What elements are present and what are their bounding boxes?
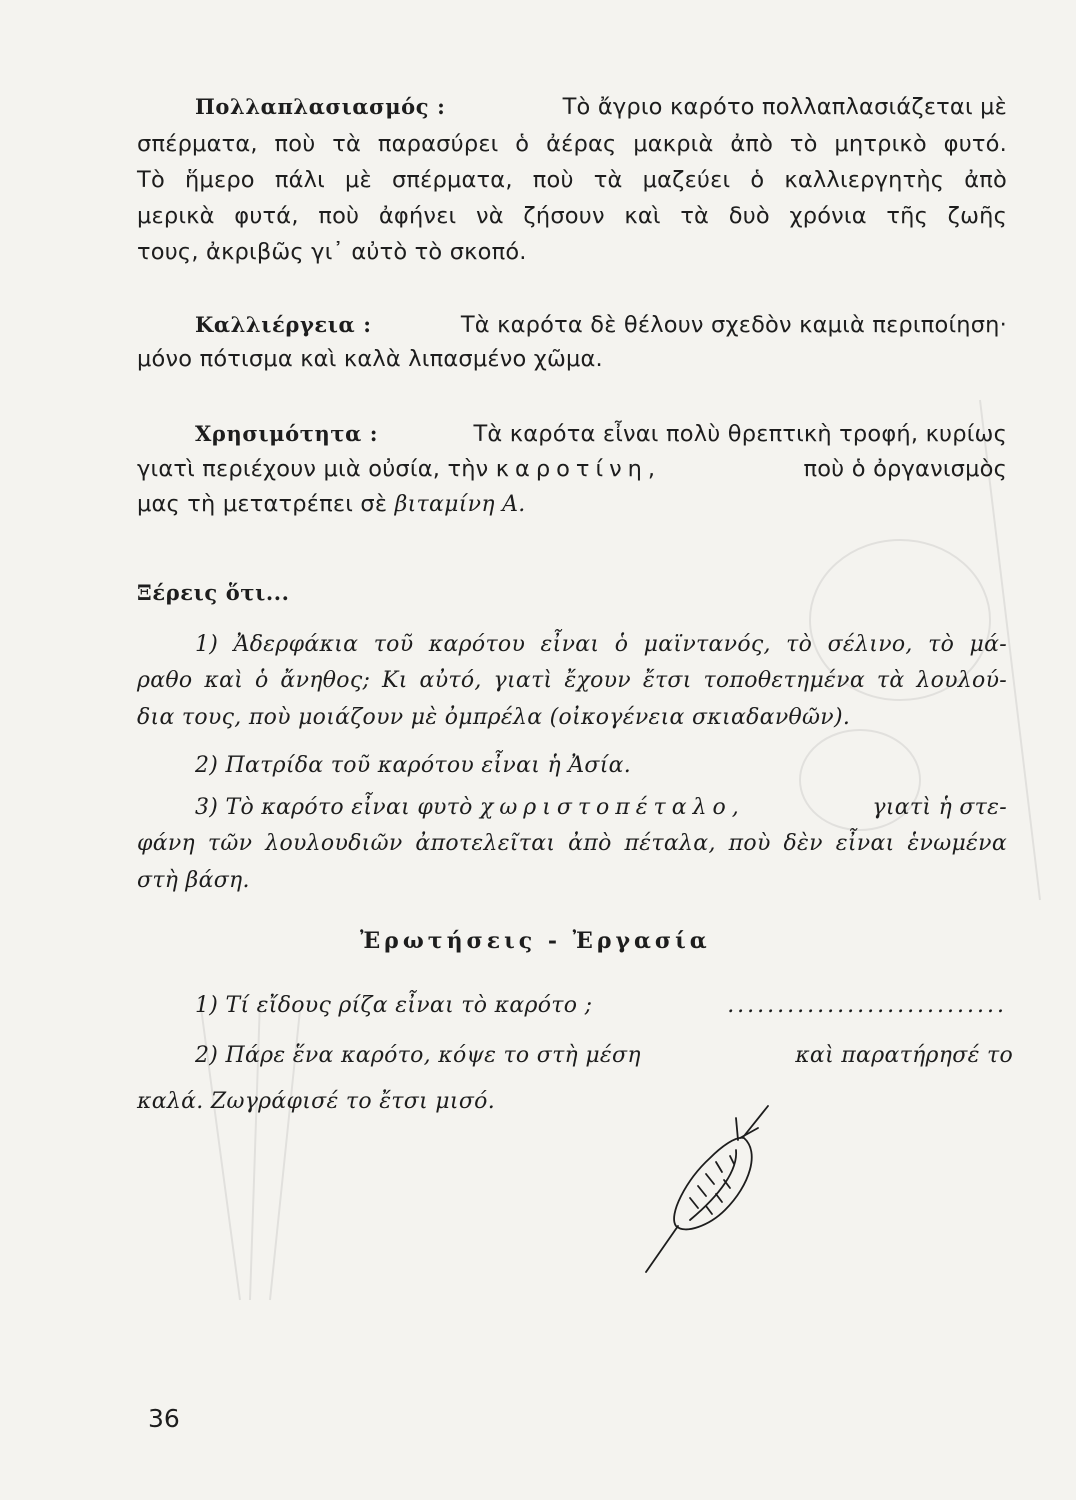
- usefulness-text-3a: μας τὴ μετατρέπει σὲ: [137, 491, 388, 517]
- questions-title: Ἐρωτήσεις - Ἐργασία: [360, 928, 711, 954]
- usefulness-text-2c: ποὺ ὁ ὀργανισμὸς: [803, 456, 1007, 482]
- question-1: [195, 991, 1007, 1021]
- usefulness-term: Χρησιμότητα :: [195, 421, 379, 446]
- answer-dots: ............................: [727, 993, 1007, 1018]
- usefulness-line-2: [137, 454, 1007, 484]
- usefulness-line-1: [195, 419, 1007, 449]
- cultivation-term: Καλλιέργεια :: [195, 312, 372, 337]
- fact-3-text-1a: 3) Τὸ καρότο εἶναι φυτὸ: [195, 795, 473, 820]
- did-you-know-title: Ξέρεις ὅτι...: [137, 580, 290, 605]
- propagation-line-1: [195, 92, 1007, 122]
- fact-1-line-2: ραθο καὶ ὁ ἄνηθος; Κι αὐτό, γιατὶ ἔχουν ἔτσι τοποθετημένα τὰ λουλού-: [137, 668, 1007, 693]
- cultivation-line-2: μόνο πότισμα καὶ καλὰ λιπασμένο χῶμα.: [137, 346, 603, 372]
- choripetalous-term: χωριστοπέταλο,: [480, 795, 745, 820]
- fact-3-line-3: στὴ βάση.: [137, 868, 250, 893]
- question-2-text-1a: 2) Πάρε ἕνα καρότο, κόψε το στὴ μέση: [195, 1043, 641, 1068]
- fact-3-text-1c: γιατὶ ἡ στε-: [872, 795, 1007, 820]
- propagation-term: Πολλαπλασιασμός :: [195, 94, 446, 119]
- fact-2-line-1: 2) Πατρίδα τοῦ καρότου εἶναι ἡ Ἀσία.: [195, 753, 632, 778]
- fact-3-line-2: φάνη τῶν λουλουδιῶν ἀποτελεῖται ἀπὸ πέταλα, ποὺ δὲν εἶναι ἑνωμένα: [137, 831, 1007, 856]
- propagation-line-5: τους, ἀκριβῶς γι᾽ αὐτὸ τὸ σκοπό.: [137, 239, 527, 265]
- propagation-line-3: Τὸ ἥμερο πάλι μὲ σπέρματα, ποὺ τὰ μαζεύει ὁ καλλιεργητὴς ἀπὸ: [137, 167, 1007, 193]
- question-2-text-1b: καὶ παρατήρησέ το: [795, 1043, 1013, 1068]
- usefulness-text-1: Τὰ καρότα εἶναι πολὺ θρεπτικὴ τροφή, κυρίως: [473, 421, 1007, 447]
- fact-1-line-1: 1) Ἀδερφάκια τοῦ καρότου εἶναι ὁ μαϊντανός, τὸ σέλινο, τὸ μά-: [195, 632, 1007, 657]
- carotene-term: καροτίνη,: [495, 456, 662, 482]
- question-1-text: 1) Τί εἴδους ρίζα εἶναι τὸ καρότο ;: [195, 993, 593, 1018]
- cultivation-text-1: Τὰ καρότα δὲ θέλουν σχεδὸν καμιὰ περιποίηση·: [460, 312, 1007, 338]
- question-2-line-1: [195, 1041, 1013, 1071]
- fact-1-line-3: δια τους, ποὺ μοιάζουν μὲ ὀμπρέλα (οἰκογένεια σκιαδανθῶν).: [137, 705, 851, 730]
- fact-3-line-1: [195, 793, 1007, 823]
- cultivation-line-1: [195, 310, 1007, 340]
- propagation-line-2: σπέρματα, ποὺ τὰ παρασύρει ὁ ἀέρας μακριὰ ἀπὸ τὸ μητρικὸ φυτό.: [137, 131, 1007, 157]
- propagation-text-1: Τὸ ἄγριο καρότο πολλαπλασιάζεται μὲ: [562, 94, 1007, 120]
- usefulness-text-2a: γιατὶ περιέχουν μιὰ οὐσία, τὴν: [137, 456, 489, 482]
- page-number: 36: [148, 1404, 180, 1433]
- half-carrot-drawing: [640, 1100, 780, 1280]
- usefulness-line-3: [137, 489, 526, 520]
- question-2-line-2: καλά. Ζωγράφισέ το ἔτσι μισό.: [137, 1089, 495, 1114]
- propagation-line-4: μερικὰ φυτά, ποὺ ἀφήνει νὰ ζήσουν καὶ τὰ δυὸ χρόνια τῆς ζωῆς: [137, 203, 1007, 229]
- vitamin-a-term: βιταμίνη Α.: [394, 492, 526, 517]
